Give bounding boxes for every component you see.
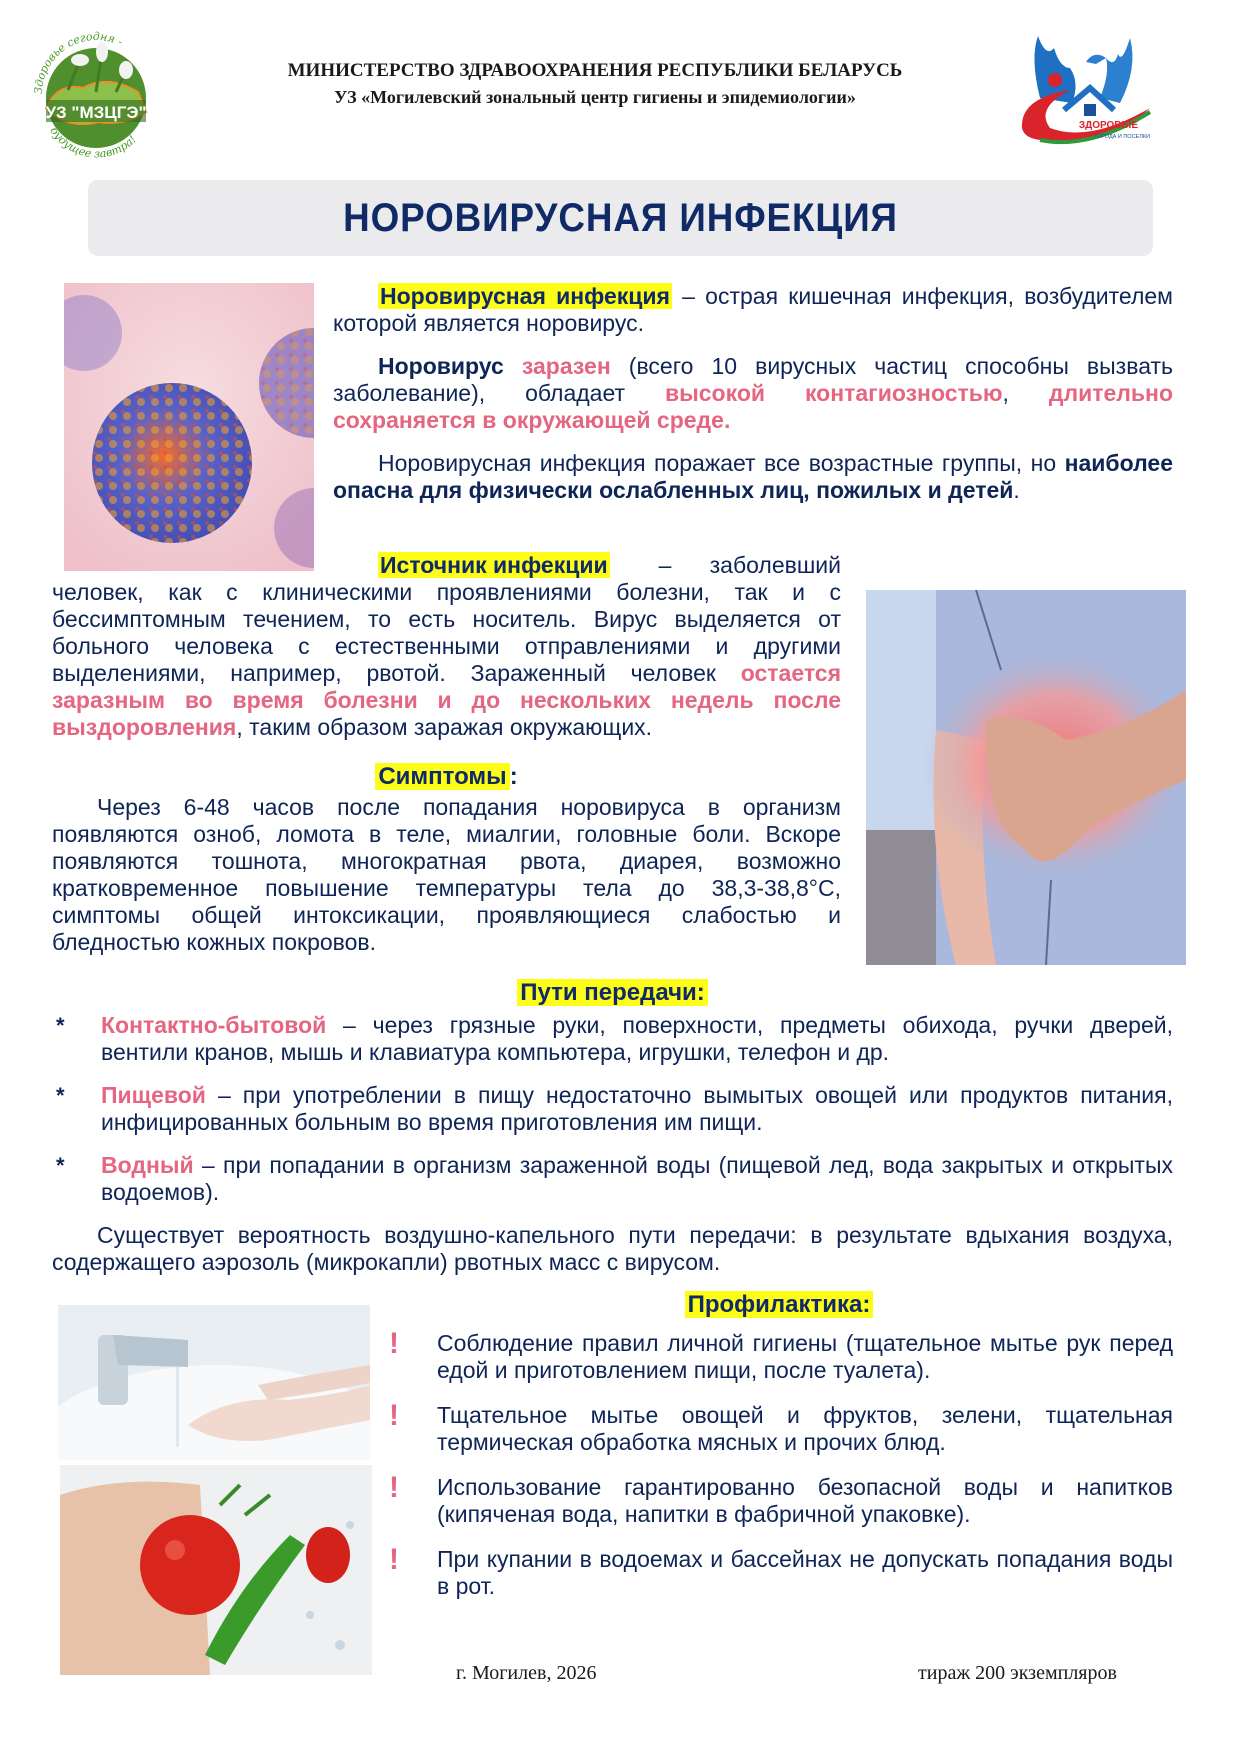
page-title-banner xyxy=(88,180,1153,256)
prevention-item: ! При купании в водоемах и бассейнах не допускать попадания воды в рот. xyxy=(385,1546,1173,1600)
transmission-item-contact: * Контактно-бытовой – через грязные руки, поверхности, предметы обихода, ручки дверей, вентили кранов, мышь и клавиатура компьютера, игрушки, телефон и др. xyxy=(52,1012,1173,1066)
virus-illustration xyxy=(64,283,314,571)
asterisk-icon: * xyxy=(56,1013,65,1038)
airborne-note: Существует вероятность воздушно-капельного пути передачи: в результате вдыхания воздуха, содержащего аэрозоль (микрокапли) рвотных масс с вирусом. xyxy=(52,1222,1173,1275)
asterisk-icon: * xyxy=(56,1083,65,1108)
symptoms-heading: Симптомы xyxy=(375,763,509,790)
abdominal-pain-photo xyxy=(866,590,1186,965)
prevention-item: ! Тщательное мытье овощей и фруктов, зелени, тщательная термическая обработка мясных и прочих блюд. xyxy=(385,1402,1173,1456)
transmission-section xyxy=(52,978,1173,1276)
symptoms-section: Симптомы : Через 6-48 часов после попадания норовируса в организм появляются озноб, ломота в теле, миалгии, головные боли. Вскоре появляются тошнота, многократная рвота, диарея, возможно кратковременное повышение температуры тела до 38,3-38,8°С, симптомы общей интоксикации, проявляющиеся слабостью и бледностью кожных покровов. xyxy=(52,763,841,955)
prevention-section xyxy=(385,1290,1173,1600)
transmission-item-water: * Водный – при попадании в организм зараженной воды (пищевой лед, вода закрытых и открытых водоемов). xyxy=(52,1152,1173,1206)
transmission-item-food: * Пищевой – при употреблении в пищу недостаточно вымытых овощей или продуктов питания, инфицированных больным во время приготовления им пищи. xyxy=(52,1082,1173,1136)
footer-city-year: г. Могилев, 2026 xyxy=(456,1662,597,1684)
svg-text:УЗ "МЗЦГЭ": УЗ "МЗЦГЭ" xyxy=(45,103,147,122)
footer-circulation: тираж 200 экземпляров xyxy=(918,1662,1117,1684)
prevention-item: ! Соблюдение правил личной гигиены (тщательное мытье рук перед едой и приготовлением пищи, после туалета). xyxy=(385,1330,1173,1384)
healthy-cities-logo xyxy=(1010,28,1160,153)
svg-text:Здоровье сегодня -: Здоровье сегодня - xyxy=(31,30,125,95)
term-source-of-infection: Источник инфекции xyxy=(380,552,608,578)
svg-text:ЗДОРОВЫЕ: ЗДОРОВЫЕ xyxy=(1078,120,1138,131)
symptoms-text: Через 6-48 часов после попадания норовируса в организм появляются озноб, ломота в теле, миалгии, головные боли. Вскоре появляются тошнота, многократная рвота, диарея, возможно кратковременное повышение температуры тела до 38,3-38,8°С, симптомы общей интоксикации, проявляющиеся слабостью и бледностью кожных покровов. xyxy=(52,794,841,955)
svg-text:будущее завтра!: будущее завтра! xyxy=(47,124,139,161)
ministry-name: МИНИСТЕРСТВО ЗДРАВООХРАНЕНИЯ РЕСПУБЛИКИ БЕЛАРУСЬ xyxy=(287,60,903,81)
center-name: УЗ «Могилевский зональный центр гигиены и эпидемиологии» xyxy=(334,87,856,107)
exclamation-icon: ! xyxy=(389,1471,399,1504)
term-norovirus-infection: Норовирусная инфекция xyxy=(380,283,670,309)
intro-paragraph-2: Норовирус заразен (всего 10 вирусных частиц способны вызвать заболевание), обладает высокой контагиозностью, длительно сохраняется в окружающей среде. xyxy=(333,353,1173,433)
handwashing-photo xyxy=(58,1305,370,1460)
header-organization xyxy=(190,58,1000,110)
page-title: НОРОВИРУСНАЯ ИНФЕКЦИЯ xyxy=(343,195,898,240)
exclamation-icon: ! xyxy=(389,1399,399,1432)
intro-paragraph-1: Норовирусная инфекция – острая кишечная инфекция, возбудителем которой является норовирус. xyxy=(333,283,1173,336)
transmission-heading: Пути передачи: xyxy=(517,979,708,1006)
mzcge-logo xyxy=(28,30,164,166)
prevention-item: ! Использование гарантированно безопасной воды и напитков (кипяченая вода, напитки в фабричной упаковке). xyxy=(385,1474,1173,1528)
prevention-heading: Профилактика: xyxy=(685,1291,874,1318)
exclamation-icon: ! xyxy=(389,1327,399,1360)
asterisk-icon: * xyxy=(56,1153,65,1178)
source-paragraph: – заболевший человек, как с клиническими проявлениями болезни, так и с бессимптомным течением, то есть носитель. Вирус выделяется от больного человека с естественными отправлениями и другими выделениями, например, рвотой. Зараженный человек остается заразным во время болезни и до нескольких недель после выздоровления, таким образом заражая окружающих. xyxy=(52,552,841,740)
washing-vegetables-photo xyxy=(60,1465,372,1675)
exclamation-icon: ! xyxy=(389,1543,399,1576)
svg-text:ГОРОДА И ПОСЕЛКИ: ГОРОДА И ПОСЕЛКИ xyxy=(1094,134,1150,140)
intro-section xyxy=(333,283,1173,504)
intro-paragraph-3: Норовирусная инфекция поражает все возрастные группы, но наиболее опасна для физически ослабленных лиц, пожилых и детей. xyxy=(333,450,1173,503)
